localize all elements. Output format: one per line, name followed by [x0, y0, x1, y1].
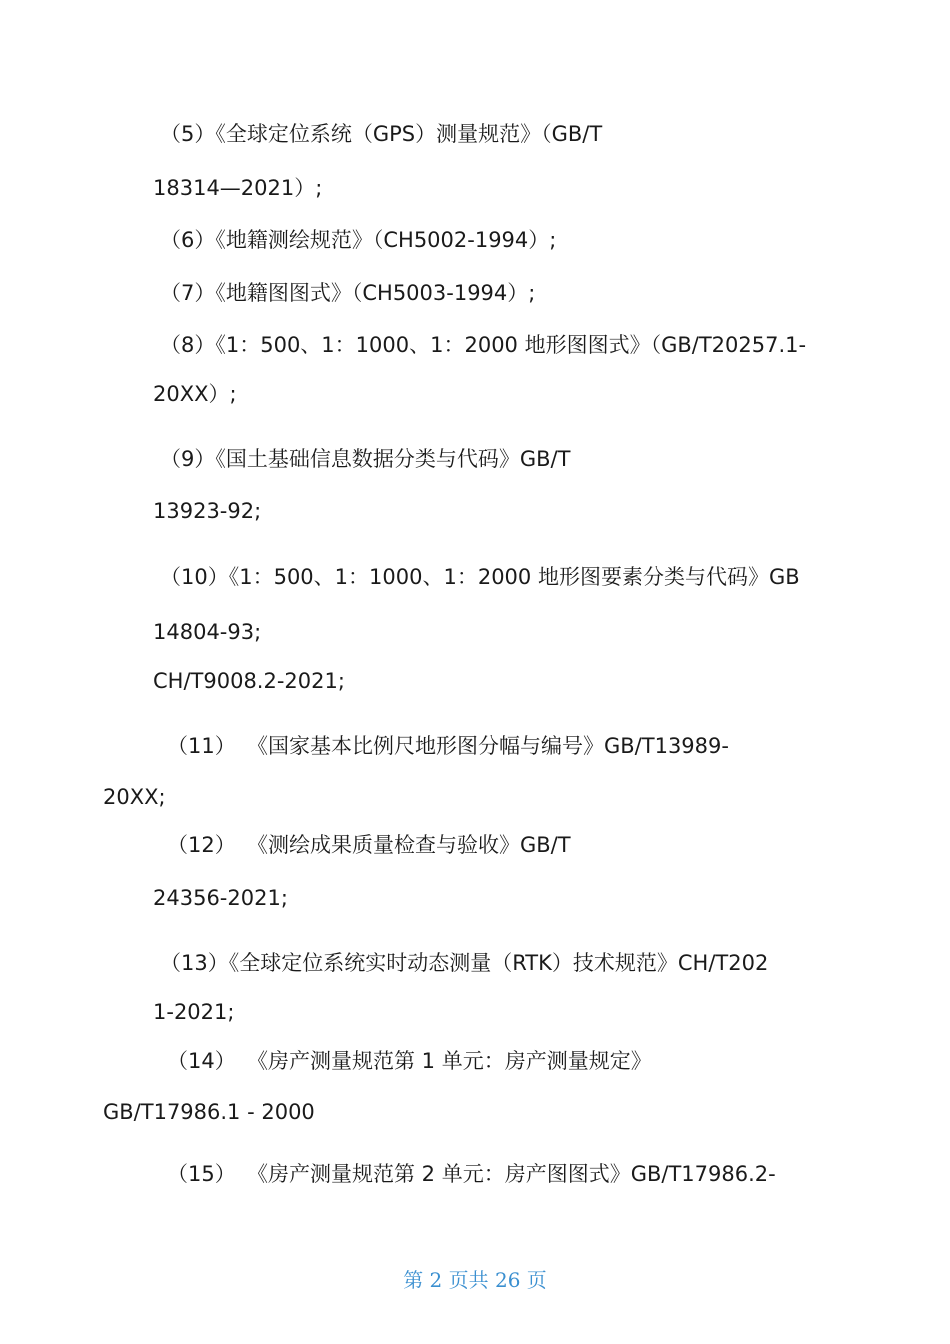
line-9: （9）《国土基础信息数据分类与代码》GB/T	[160, 447, 571, 471]
line-8: （8）《1：500、1：1000、1：2000 地形图图式》（GB/T20257.1-	[160, 333, 807, 357]
line-11-cont: 20XX;	[103, 785, 166, 809]
line-12-cont: 24356-2021;	[153, 886, 288, 910]
page-footer: 第 2 页共 26 页	[403, 1268, 547, 1292]
line-5: （5）《全球定位系统（GPS）测量规范》（GB/T	[160, 122, 603, 146]
item-text: 《房产测量规范第 2 单元：房产图图式》GB/T17986.2-	[247, 1162, 776, 1186]
line-5-cont: 18314—2021）;	[153, 176, 323, 200]
item-text: 《房产测量规范第 1 单元：房产测量规定》	[247, 1049, 652, 1073]
item-number: （11）	[167, 734, 236, 758]
line-7: （7）《地籍图图式》（CH5003-1994）;	[160, 281, 536, 305]
item-number: （12）	[167, 833, 236, 857]
item-number: （14）	[167, 1049, 236, 1073]
line-14-cont: GB/T17986.1 - 2000	[103, 1100, 315, 1124]
line-8-cont: 20XX）;	[153, 382, 237, 406]
line-15	[167, 1161, 776, 1187]
item-number: （15）	[167, 1162, 236, 1186]
line-12	[167, 832, 571, 858]
line-10-cont: 14804-93;	[153, 620, 262, 644]
item-text: 《国家基本比例尺地形图分幅与编号》GB/T13989-	[247, 734, 729, 758]
line-13: （13）《全球定位系统实时动态测量（RTK）技术规范》CH/T202	[160, 951, 769, 975]
line-10: （10）《1：500、1：1000、1：2000 地形图要素分类与代码》GB	[160, 565, 800, 589]
line-6: （6）《地籍测绘规范》（CH5002-1994）;	[160, 228, 557, 252]
line-9-cont: 13923-92;	[153, 499, 262, 523]
line-11	[167, 733, 729, 759]
line-14	[167, 1048, 652, 1074]
line-13-cont: 1-2021;	[153, 1000, 235, 1024]
item-text: 《测绘成果质量检查与验收》GB/T	[247, 833, 571, 857]
line-10-cont2: CH/T9008.2-2021;	[153, 669, 345, 693]
